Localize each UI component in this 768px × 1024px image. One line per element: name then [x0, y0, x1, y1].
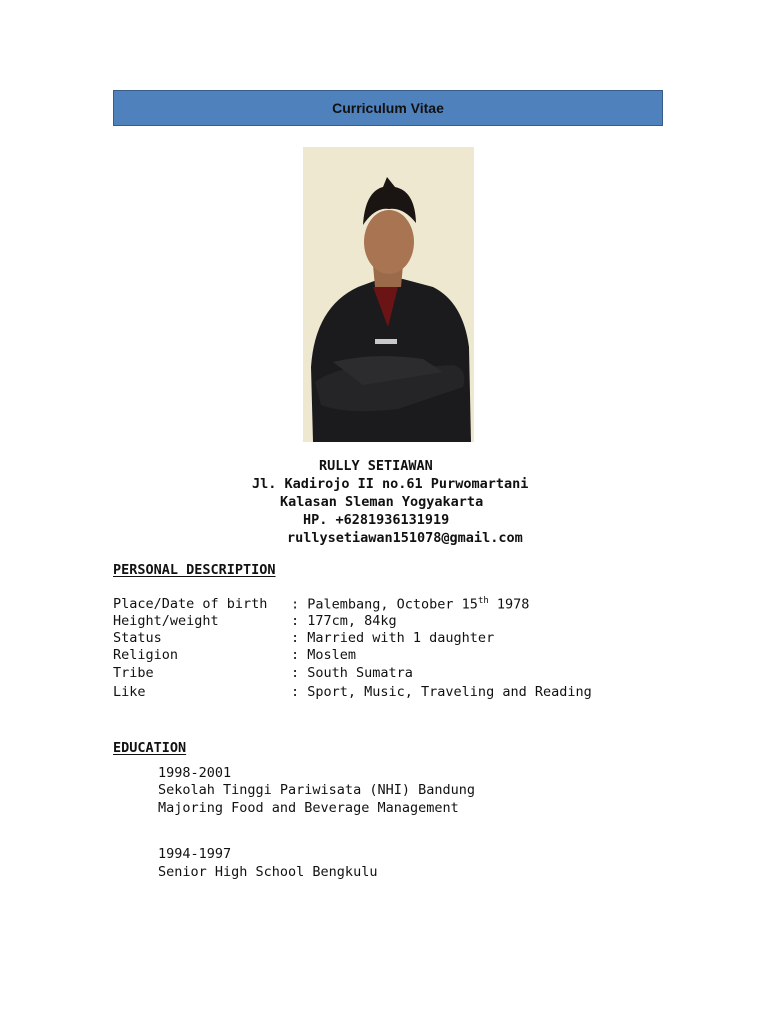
- row-label: Religion: [113, 647, 179, 663]
- education-major: Majoring Food and Beverage Management: [158, 800, 459, 816]
- address-line-2: Kalasan Sleman Yogyakarta: [280, 494, 484, 510]
- row-value: : Moslem: [291, 647, 357, 663]
- education-years: 1998-2001: [158, 765, 232, 781]
- row-value: : Married with 1 daughter: [291, 630, 495, 646]
- profile-photo: [303, 147, 474, 442]
- row-value: : 177cm, 84kg: [291, 613, 397, 629]
- birth-value-main: : Palembang, October 15: [291, 596, 478, 613]
- birth-value: [291, 596, 529, 613]
- education-school: Sekolah Tinggi Pariwisata (NHI) Bandung: [158, 782, 475, 798]
- education-years: 1994-1997: [158, 846, 232, 862]
- birth-value-suffix: th: [477, 596, 489, 606]
- row-label: Tribe: [113, 665, 154, 681]
- candidate-name: RULLY SETIAWAN: [319, 458, 433, 474]
- education-heading: EDUCATION: [113, 740, 187, 756]
- row-value: : South Sumatra: [291, 665, 413, 681]
- address-line-1: Jl. Kadirojo II no.61 Purwomartani: [252, 476, 529, 492]
- email-address: rullysetiawan151078@gmail.com: [287, 530, 523, 546]
- birth-label: Place/Date of birth: [113, 596, 268, 612]
- personal-description-heading: PERSONAL DESCRIPTION: [113, 562, 276, 578]
- birth-value-year: 1978: [488, 596, 530, 613]
- row-label: Status: [113, 630, 162, 646]
- title-bar: [113, 90, 663, 126]
- row-value: : Sport, Music, Traveling and Reading: [291, 684, 592, 700]
- phone-number: HP. +6281936131919: [303, 512, 450, 528]
- education-school: Senior High School Bengkulu: [158, 864, 378, 880]
- row-label: Height/weight: [113, 613, 219, 629]
- document-title: Curriculum Vitae: [332, 100, 444, 116]
- row-label: Like: [113, 684, 146, 700]
